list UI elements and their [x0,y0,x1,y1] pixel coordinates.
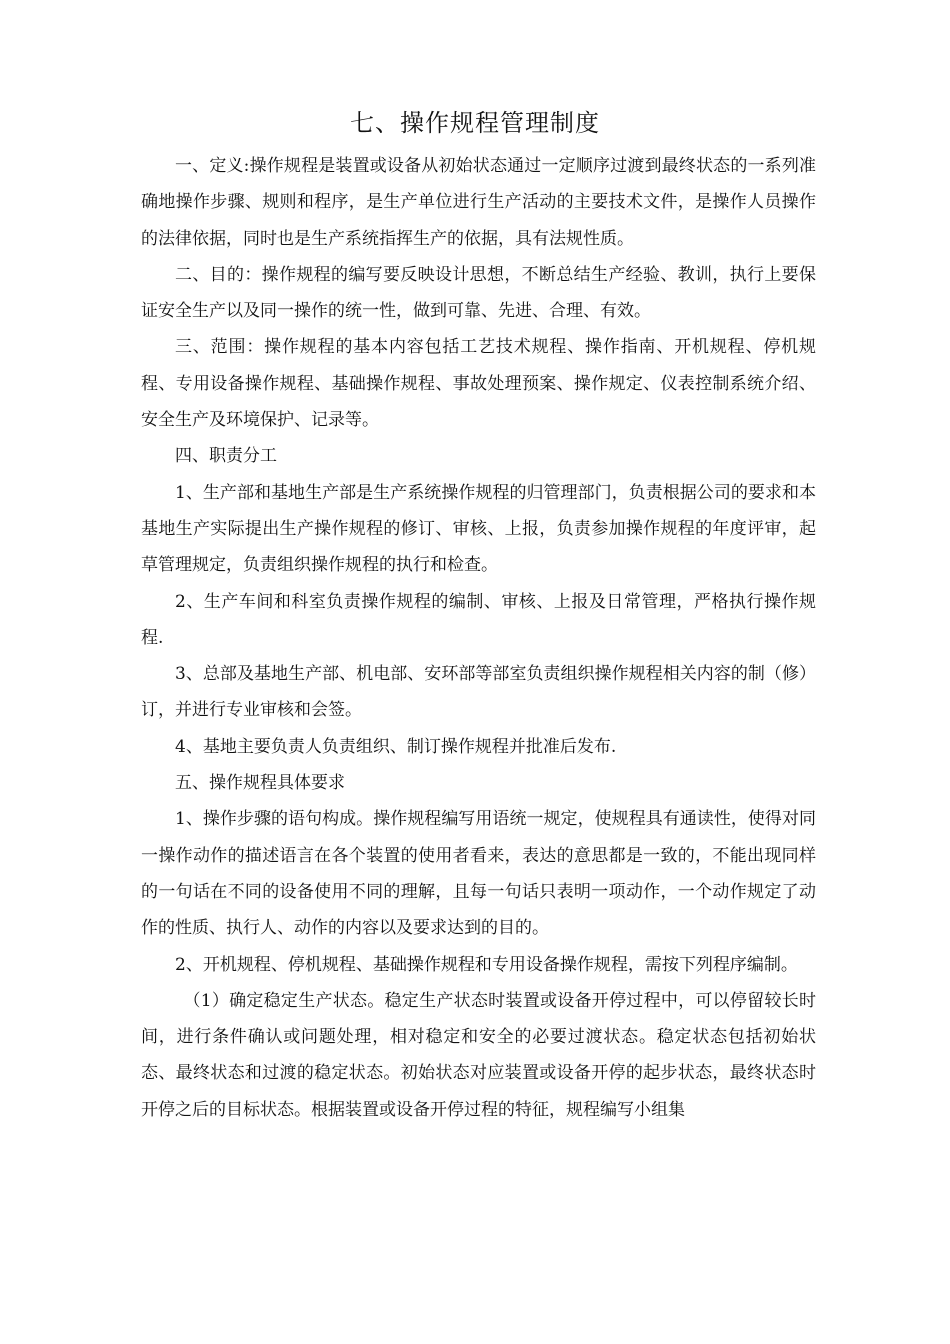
paragraph-responsibility-3: 3、总部及基地生产部、机电部、安环部等部室负责组织操作规程相关内容的制（修）订，并进行专业审核和会签。 [141,664,816,721]
paragraph-requirement-2-1: （1）确定稳定生产状态。稳定生产状态时装置或设备开停过程中，可以停留较长时间，进行条件确认或问题处理，相对稳定和安全的必要过渡状态。稳定状态包括初始状态、最终状态和过渡的稳定状态。初始状态对应装置或设备开停的起步状态，最终状态时开停之后的目标状态。根据装置或设备开停过程的特征，规程编写小组集 [141,990,816,1120]
paragraph-responsibility-2: 2、生产车间和科室负责操作规程的编制、审核、上报及日常管理，严格执行操作规程. [141,591,816,648]
section-heading-responsibilities: 四、职责分工 [175,446,277,467]
document-body [141,148,816,1128]
paragraph-definition: 一、定义:操作规程是装置或设备从初始状态通过一定顺序过渡到最终状态的一系列准确地操作步骤、规则和程序，是生产单位进行生产活动的主要技术文件，是操作人员操作的法律依据，同时也是生产系统指挥生产的依据，具有法规性质。 [141,156,816,249]
paragraph-requirement-1: 1、操作步骤的语句构成。操作规程编写用语统一规定，使规程具有通读性，使得对同一操作动作的描述语言在各个装置的使用者看来，表达的意思都是一致的，不能出现同样的一句话在不同的设备使用不同的理解，且每一句话只表明一项动作，一个动作规定了动作的性质、执行人、动作的内容以及要求达到的目的。 [141,809,816,939]
paragraph-scope: 三、范围：操作规程的基本内容包括工艺技术规程、操作指南、开机规程、停机规程、专用设备操作规程、基础操作规程、事故处理预案、操作规定、仪表控制系统介绍、安全生产及环境保护、记录等。 [141,337,816,431]
paragraph-purpose: 二、目的：操作规程的编写要反映设计思想，不断总结生产经验、教训，执行上要保证安全生产以及同一操作的统一性，做到可靠、先进、合理、有效。 [141,264,816,322]
document-title: 七、操作规程管理制度 [350,109,600,137]
section-heading-requirements: 五、操作规程具体要求 [175,773,345,794]
paragraph-requirement-2: 2、开机规程、停机规程、基础操作规程和专用设备操作规程，需按下列程序编制。 [175,954,798,975]
paragraph-responsibility-1: 1、生产部和基地生产部是生产系统操作规程的归管理部门，负责根据公司的要求和本基地生产实际提出生产操作规程的修订、审核、上报，负责参加操作规程的年度评审，起草管理规定，负责组织操作规程的执行和检查。 [141,482,816,576]
paragraph-responsibility-4: 4、基地主要负责人负责组织、制订操作规程并批准后发布. [175,736,617,757]
